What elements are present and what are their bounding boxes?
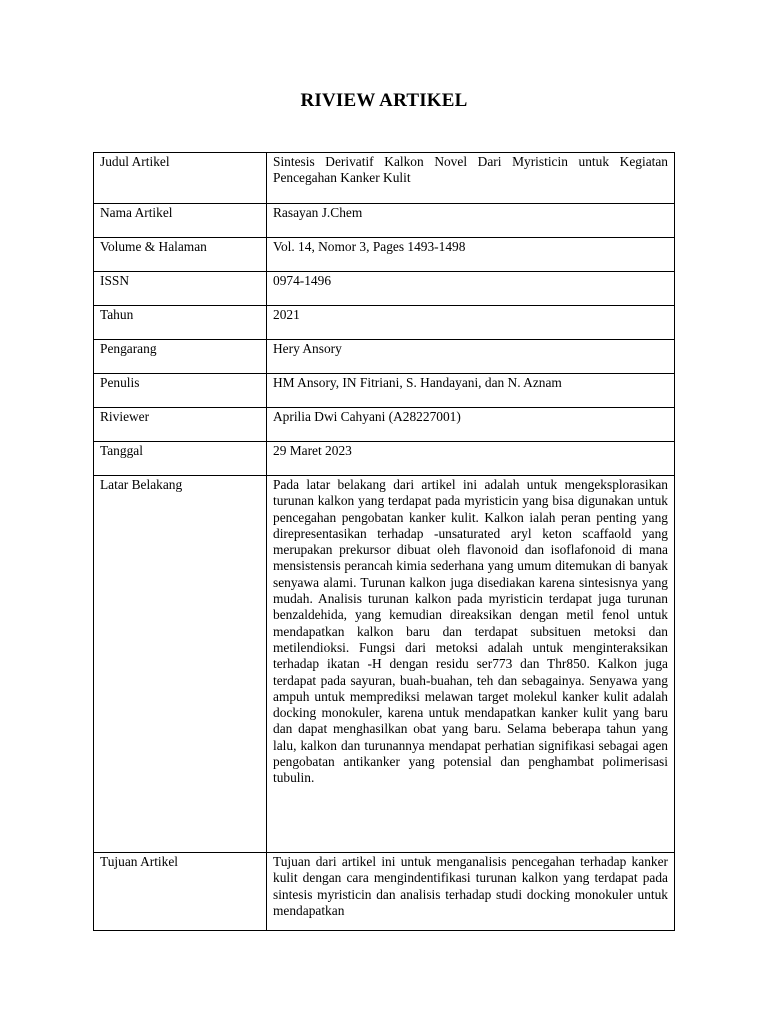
row-value: Pada latar belakang dari artikel ini adalah untuk mengeksplorasikan turunan kalkon yang terdapat pada myristicin yang bisa digunakan untuk pencegahan pengobatan kanker kulit. Kalkon ialah peran penting yang direpresentasikan terhadap -unsaturated aryl keton scaffaold yang merupakan prekursor dibuat oleh flavonoid dan isoflafonoid di mana mensistensis perancah kimia sederhana yang umum ditemukan di banyak senyawa alami. Turunan kalkon juga disediakan karena sintesisnya yang mudah. Analisis turunan kalkon pada myristicin terdapat juga turunan benzaldehida, yang kemudian direaksikan dengan metil fenol untuk mendapatkan kalkon baru dan terdapat subsituen metoksi dan metilendioksi. Fungsi dari metoksi adalah untuk menginteraksikan terhadap ikatan -H dengan residu ser773 dan Thr850. Kalkon juga terdapat pada sayuran, buah-buahan, teh dan sebagainya. Senyawa yang ampuh untuk memprediksi melawan target molekul kanker kulit adalah docking monokuler, karena untuk mendapatkan kanker kulit yang baru dan dapat menghasilkan obat yang baru. Selama beberapa tahun yang lalu, kalkon dan turunannya mendapat perhatian signifikasi sebagai agen pengobatan antikanker yang potensial dan penghambat polimerisasi tubulin. (267, 476, 675, 853)
row-value: Hery Ansory (267, 340, 675, 374)
table-row-pengarang (94, 340, 675, 374)
table-row-latar-belakang (94, 476, 675, 853)
row-value: Tujuan dari artikel ini untuk menganalisis pencegahan terhadap kanker kulit dengan cara mengindentifikasi turunan kalkon yang terdapat pada sintesis myristicin dan analisis terhadap studi docking monokuler untuk mendapatkan (267, 853, 675, 931)
table-row-riviewer (94, 408, 675, 442)
row-value: Rasayan J.Chem (267, 204, 675, 238)
row-value: 2021 (267, 306, 675, 340)
row-value: HM Ansory, IN Fitriani, S. Handayani, dan N. Aznam (267, 374, 675, 408)
document-title: RIVIEW ARTIKEL (300, 90, 468, 111)
row-label: Tujuan Artikel (94, 853, 267, 931)
review-table (93, 152, 675, 931)
row-label: ISSN (94, 272, 267, 306)
row-value: 0974-1496 (267, 272, 675, 306)
table-row-tahun (94, 306, 675, 340)
row-label: Pengarang (94, 340, 267, 374)
table-row-judul-artikel (94, 153, 675, 204)
table-row-volume-halaman (94, 238, 675, 272)
row-label: Judul Artikel (94, 153, 267, 204)
table-row-penulis (94, 374, 675, 408)
row-value: Aprilia Dwi Cahyani (A28227001) (267, 408, 675, 442)
row-label: Penulis (94, 374, 267, 408)
row-value: 29 Maret 2023 (267, 442, 675, 476)
row-value: Sintesis Derivatif Kalkon Novel Dari Myristicin untuk Kegiatan Pencegahan Kanker Kulit (267, 153, 675, 204)
row-label: Nama Artikel (94, 204, 267, 238)
row-label: Volume & Halaman (94, 238, 267, 272)
table-row-nama-artikel (94, 204, 675, 238)
table-row-issn (94, 272, 675, 306)
row-value: Vol. 14, Nomor 3, Pages 1493-1498 (267, 238, 675, 272)
row-label: Riviewer (94, 408, 267, 442)
table-row-tujuan-artikel (94, 853, 675, 931)
table-row-tanggal (94, 442, 675, 476)
row-label: Tahun (94, 306, 267, 340)
row-label: Tanggal (94, 442, 267, 476)
row-label: Latar Belakang (94, 476, 267, 853)
